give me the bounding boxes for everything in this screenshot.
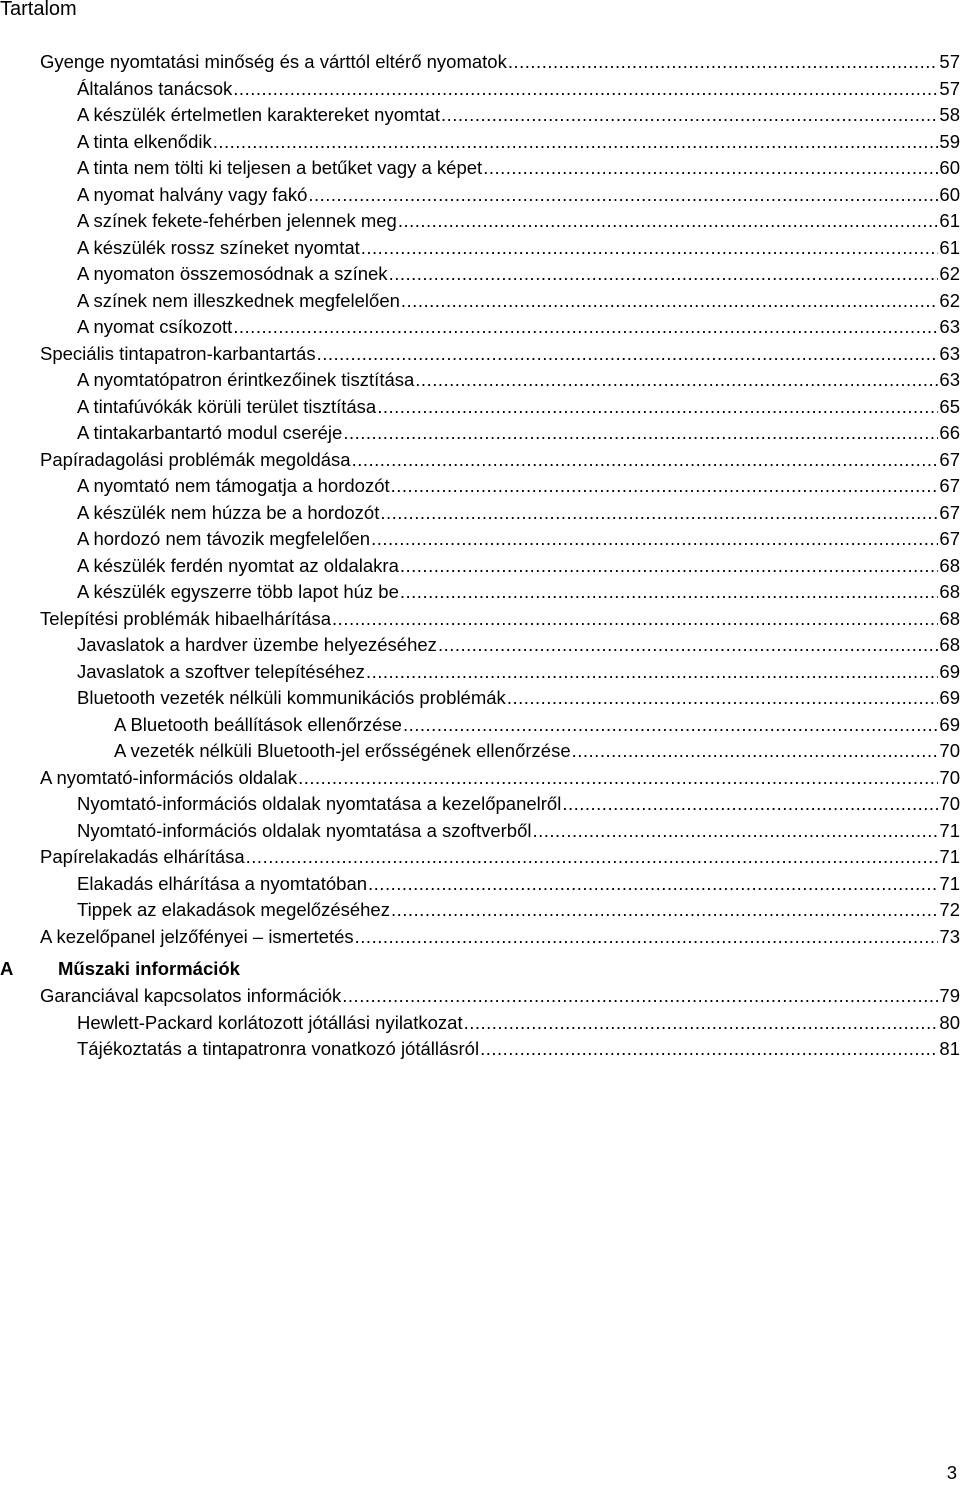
toc-entry[interactable]: [40, 1036, 960, 1063]
toc-entry-title: Telepítési problémák hibaelhárítása: [40, 607, 332, 629]
dot-leader: [532, 818, 938, 845]
toc-entry-page: 61: [939, 210, 960, 231]
toc-entry[interactable]: [40, 685, 960, 712]
dot-leader: [480, 1036, 938, 1063]
dot-leader: [371, 526, 938, 553]
toc-entry-page: 70: [939, 793, 960, 814]
toc-entry-title: A készülék egyszerre több lapot húz be: [77, 581, 399, 602]
toc-entry-page: 63: [939, 369, 960, 390]
toc-entry-title: Tájékoztatás a tintapatronra vonatkozó jótállásról: [77, 1038, 480, 1059]
dot-leader: [233, 76, 938, 103]
toc-entry[interactable]: [40, 394, 960, 421]
toc-entry[interactable]: [40, 659, 960, 686]
toc-entry-title: Hewlett-Packard korlátozott jótállási nyilatkozat: [77, 1011, 463, 1033]
toc-entry-page: 63: [939, 342, 960, 364]
toc-entry[interactable]: [40, 632, 960, 659]
toc-entry-page: 71: [939, 872, 960, 894]
dot-leader: [562, 791, 938, 818]
toc-entry[interactable]: [40, 155, 960, 182]
dot-leader: [377, 394, 938, 421]
dot-leader: [441, 102, 938, 129]
dot-leader: [391, 473, 939, 500]
toc-entry[interactable]: [40, 765, 960, 792]
toc-entry-title: Általános tanácsok: [77, 77, 233, 99]
toc-entry-title: A nyomat csíkozott: [77, 316, 233, 337]
toc-entry[interactable]: [40, 261, 960, 288]
toc-entry[interactable]: [40, 500, 960, 527]
appendix-table-of-contents: [40, 983, 960, 1063]
dot-leader: [572, 738, 939, 765]
toc-entry-page: 73: [939, 925, 960, 947]
page-number: 3: [946, 1462, 957, 1483]
toc-entry-page: 70: [939, 766, 960, 788]
dot-leader: [389, 261, 939, 288]
toc-entry-page: 57: [939, 51, 960, 72]
dot-leader: [400, 579, 939, 606]
dot-leader: [352, 447, 939, 474]
toc-entry[interactable]: [40, 606, 960, 633]
toc-entry-title: A nyomtató-információs oldalak: [40, 766, 298, 788]
toc-entry[interactable]: [40, 579, 960, 606]
dot-leader: [391, 897, 938, 924]
toc-entry[interactable]: [40, 288, 960, 315]
toc-entry-title: A tinta elkenődik: [77, 130, 212, 152]
dot-leader: [368, 871, 938, 898]
toc-entry-title: A színek nem illeszkednek megfelelően: [77, 289, 400, 311]
toc-entry[interactable]: [40, 526, 960, 553]
dot-leader: [415, 367, 938, 394]
toc-entry[interactable]: [40, 367, 960, 394]
dot-leader: [366, 659, 938, 686]
toc-entry[interactable]: [40, 844, 960, 871]
toc-entry-title: Elakadás elhárítása a nyomtatóban: [77, 872, 368, 894]
toc-entry-title: A kezelőpanel jelzőfényei – ismertetés: [40, 925, 354, 947]
dot-leader: [398, 208, 939, 235]
toc-entry-title: Papíradagolási problémák megoldása: [40, 448, 351, 470]
toc-entry-page: 65: [939, 395, 960, 417]
dot-leader: [355, 924, 939, 951]
toc-entry[interactable]: [40, 791, 960, 818]
toc-entry-page: 68: [939, 634, 960, 655]
dot-leader: [401, 288, 939, 315]
appendix-letter: A: [0, 958, 14, 979]
toc-entry[interactable]: [40, 1010, 960, 1037]
dot-leader: [438, 632, 938, 659]
toc-entry-title: Nyomtató-információs oldalak nyomtatása a szoftverből: [77, 819, 532, 841]
toc-entry-page: 62: [939, 289, 960, 311]
toc-entry[interactable]: [40, 738, 960, 765]
toc-entry-title: Javaslatok a hardver üzembe helyezéséhez: [77, 634, 437, 655]
toc-entry-title: Papírelakadás elhárítása: [40, 846, 245, 867]
toc-entry[interactable]: [40, 897, 960, 924]
dot-leader: [342, 983, 938, 1010]
toc-entry-title: Javaslatok a szoftver telepítéséhez: [77, 660, 365, 682]
toc-entry[interactable]: [40, 76, 960, 103]
dot-leader: [332, 606, 938, 633]
toc-entry-title: A készülék nem húzza be a hordozót: [77, 501, 380, 523]
toc-entry-page: 70: [939, 740, 960, 761]
toc-entry[interactable]: [40, 553, 960, 580]
toc-entry-page: 62: [939, 263, 960, 284]
toc-entry[interactable]: [40, 208, 960, 235]
toc-entry-page: 68: [939, 581, 960, 602]
toc-entry-title: A hordozó nem távozik megfelelően: [77, 528, 371, 549]
toc-entry-title: A készülék értelmetlen karaktereket nyomtat: [77, 104, 440, 125]
toc-entry[interactable]: [40, 473, 960, 500]
dot-leader: [317, 341, 939, 368]
toc-entry[interactable]: [40, 818, 960, 845]
toc-entry-title: Bluetooth vezeték nélküli kommunikációs problémák: [77, 687, 506, 708]
toc-entry-page: 79: [939, 985, 960, 1006]
toc-entry[interactable]: [40, 49, 960, 76]
toc-entry-title: A tintakarbantartó modul cseréje: [77, 422, 343, 443]
toc-entry-title: A tintafúvókák körüli terület tisztítása: [77, 395, 377, 417]
toc-entry-title: A készülék ferdén nyomtat az oldalakra: [77, 554, 399, 576]
appendix-title: Műszaki információk: [58, 958, 240, 979]
toc-entry-page: 68: [939, 607, 960, 629]
toc-entry[interactable]: [40, 712, 960, 739]
dot-leader: [400, 553, 939, 580]
toc-entry-title: A készülék rossz színeket nyomtat: [77, 236, 360, 258]
toc-entry-page: 68: [939, 554, 960, 576]
toc-entry-title: Nyomtató-információs oldalak nyomtatása a kezelőpanelről: [77, 793, 562, 814]
toc-entry[interactable]: [40, 924, 960, 951]
toc-entry-page: 67: [939, 448, 960, 470]
dot-leader: [483, 155, 938, 182]
appendix-heading: [0, 955, 960, 983]
dot-leader: [343, 420, 938, 447]
toc-entry[interactable]: [40, 102, 960, 129]
toc-entry-page: 69: [939, 687, 960, 708]
toc-entry-page: 66: [939, 422, 960, 443]
toc-entry-title: Garanciával kapcsolatos információk: [40, 985, 342, 1006]
table-of-contents: [40, 49, 960, 950]
toc-entry-page: 72: [939, 899, 960, 920]
toc-entry-page: 67: [939, 501, 960, 523]
toc-entry-page: 69: [939, 660, 960, 682]
toc-entry-title: Gyenge nyomtatási minőség és a várttól eltérő nyomatok: [40, 51, 507, 72]
toc-entry-title: A vezeték nélküli Bluetooth-jel erősségének ellenőrzése: [114, 740, 571, 761]
toc-entry-page: 67: [939, 528, 960, 549]
toc-entry-page: 80: [939, 1011, 960, 1033]
toc-entry-page: 69: [939, 713, 960, 735]
toc-entry[interactable]: [40, 871, 960, 898]
dot-leader: [464, 1010, 939, 1037]
toc-entry-page: 71: [939, 819, 960, 841]
toc-entry-title: Speciális tintapatron-karbantartás: [40, 342, 316, 364]
toc-entry-page: 60: [939, 183, 960, 205]
dot-leader: [308, 182, 938, 209]
toc-entry-title: A nyomaton összemosódnak a színek: [77, 263, 388, 284]
dot-leader: [508, 49, 939, 76]
toc-entry-page: 61: [939, 236, 960, 258]
toc-entry[interactable]: [40, 129, 960, 156]
toc-entry-title: A Bluetooth beállítások ellenőrzése: [114, 713, 402, 735]
toc-entry[interactable]: [40, 447, 960, 474]
toc-entry-page: 58: [939, 104, 960, 125]
toc-entry-title: A nyomat halvány vagy fakó: [77, 183, 308, 205]
toc-entry-title: A nyomtató nem támogatja a hordozót: [77, 475, 390, 496]
toc-entry-page: 59: [939, 130, 960, 152]
toc-entry-title: A színek fekete-fehérben jelennek meg: [77, 210, 397, 231]
dot-leader: [233, 314, 938, 341]
toc-entry[interactable]: [40, 235, 960, 262]
toc-entry[interactable]: [40, 983, 960, 1010]
toc-entry[interactable]: [40, 420, 960, 447]
toc-entry-page: 57: [939, 77, 960, 99]
dot-leader: [298, 765, 938, 792]
toc-entry-page: 81: [939, 1038, 960, 1059]
dot-leader: [380, 500, 938, 527]
toc-entry-title: A tinta nem tölti ki teljesen a betűket vagy a képet: [77, 157, 483, 178]
dot-leader: [361, 235, 939, 262]
toc-entry-page: 71: [939, 846, 960, 867]
toc-entry[interactable]: [40, 182, 960, 209]
toc-entry-title: Tippek az elakadások megelőzéséhez: [77, 899, 390, 920]
dot-leader: [403, 712, 938, 739]
toc-entry-title: A nyomtatópatron érintkezőinek tisztítása: [77, 369, 415, 390]
toc-entry-page: 63: [939, 316, 960, 337]
page-title: Tartalom: [0, 0, 77, 20]
toc-entry[interactable]: [40, 341, 960, 368]
dot-leader: [246, 844, 939, 871]
toc-entry[interactable]: [40, 314, 960, 341]
toc-entry-page: 60: [939, 157, 960, 178]
toc-entry-page: 67: [939, 475, 960, 496]
dot-leader: [213, 129, 939, 156]
dot-leader: [507, 685, 939, 712]
